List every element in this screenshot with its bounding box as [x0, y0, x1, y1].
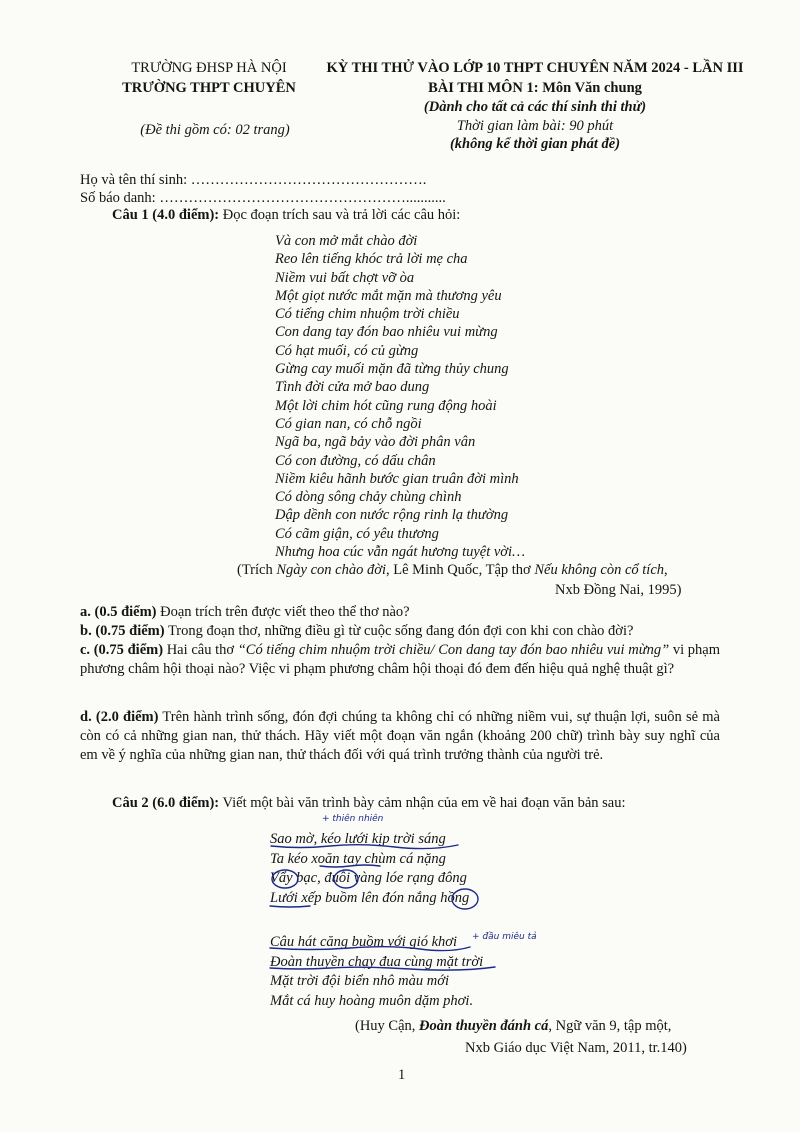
question-1c: [80, 641, 720, 679]
source-prefix: (Trích: [237, 562, 277, 578]
poem-2-line: Sao mờ, kéo lưới kịp trời sáng: [270, 831, 446, 847]
question-1c-pre: Hai câu thơ: [163, 642, 238, 658]
exam-audience: (Dành cho tất cả các thí sinh thi thử): [423, 99, 647, 115]
question-1-label: Câu 1 (4.0 điểm):: [112, 207, 220, 223]
poem-2-publisher: Nxb Giáo dục Việt Nam, 2011, tr.140): [465, 1040, 687, 1056]
question-1b-label: b. (0.75 điểm): [80, 623, 165, 639]
poem-1-line: Nhưng hoa cúc vẫn ngát hương tuyệt vời…: [275, 544, 525, 561]
poem-2-line: Câu hát căng buồm với gió khơi: [270, 934, 458, 950]
question-1d-text: Trên hành trình sống, đón đợi chúng ta không chỉ có những niềm vui, sự thuận lợi, suôn sẻ mà còn có cả những gian nan, thử thách. Hãy viết một đoạn văn ngắn (khoảng 200 chữ) trình bày suy nghĩ của em về ý nghĩa của những gian nan, thử thách đối với quá trình trưởng thành của người trẻ.: [80, 709, 720, 763]
candidate-id-line: Số báo danh: ……………………………………………...........: [80, 190, 446, 206]
question-1a: [80, 603, 410, 622]
poem-1-line: Có dòng sông chảy chùng chình: [275, 489, 462, 506]
question-2-heading: [112, 794, 626, 813]
source-title: Ngày con chào đời: [276, 562, 386, 578]
poem-2-stanza-2: [270, 933, 483, 1012]
exam-subject: BÀI THI MÔN 1: Môn Văn chung: [428, 80, 642, 96]
poem-1-line: Có tiếng chim nhuộm trời chiều: [275, 306, 460, 323]
poem-1-line: Có hạt muối, có củ gừng: [275, 342, 419, 359]
question-1a-label: a. (0.5 điểm): [80, 604, 157, 620]
poem-1-line: Có gian nan, có chỗ ngồi: [275, 415, 422, 432]
poem-1-line: Và con mở mắt chào đời: [275, 233, 418, 249]
poem-2-line: Mắt cá huy hoàng muôn dặm phơi.: [270, 993, 474, 1010]
question-2-prompt: Viết một bài văn trình bày cảm nhận của em về hai đoạn văn bản sau:: [219, 795, 626, 811]
poem-1-line: Niềm vui bất chợt vỡ òa: [275, 269, 415, 286]
poem-1-source: [237, 562, 668, 579]
source-prefix: (Huy Cận,: [355, 1018, 420, 1034]
poem-1-publisher: Nxb Đồng Nai, 1995): [555, 582, 682, 598]
question-1-heading: [112, 206, 460, 225]
poem-2-line: Ta kéo xoăn tay chùm cá nặng: [270, 850, 446, 867]
question-1c-quote: “Có tiếng chim nhuộm trời chiều/ Con dang tay đón bao nhiêu vui mừng”: [237, 642, 670, 658]
poem-1-line: Có con đường, có dấu chân: [275, 452, 436, 469]
poem-1-line: Con dang tay đón bao nhiêu vui mừng: [275, 324, 498, 341]
poem-1-line: Niềm kiêu hãnh bước gian truân đời mình: [275, 470, 519, 487]
poem-1-line: Một lời chim hót cũng rung động hoài: [275, 397, 497, 414]
handwritten-note-1: + thiên nhiên: [322, 814, 384, 824]
exam-title: KỲ THI THỬ VÀO LỚP 10 THPT CHUYÊN NĂM 2024 - LẦN III: [326, 60, 744, 76]
poem-2-line: Lưới xếp buồm lên đón nắng hồng: [270, 890, 470, 907]
exam-duration: Thời gian làm bài: 90 phút: [456, 118, 614, 134]
source-title: Đoàn thuyền đánh cá: [419, 1018, 549, 1034]
question-2-label: Câu 2 (6.0 điểm):: [112, 795, 220, 811]
school-name-2: TRƯỜNG THPT CHUYÊN: [122, 80, 296, 96]
handwritten-note-2: + đầu miêu tả: [472, 932, 537, 942]
candidate-name-line: Họ và tên thí sinh: ………………………………………….: [80, 172, 427, 188]
question-1c-post: vi phạm phương châm hội thoại nào? Việc vi phạm phương châm hội thoại đó đem đến hiệu quả nghệ thuật gì?: [80, 642, 721, 677]
page-number: 1: [398, 1067, 406, 1083]
source-suffix: , Ngữ văn 9, tập một,: [548, 1018, 672, 1034]
question-1c-label: c. (0.75 điểm): [80, 642, 164, 658]
source-book: Nếu không còn cổ tích: [534, 562, 665, 578]
poem-1: [275, 232, 525, 561]
poem-1-line: Có cãm giận, có yêu thương: [275, 525, 439, 542]
poem-2-line: Vẩy bạc, đuôi vàng lóe rạng đông: [270, 870, 467, 887]
question-1b: [80, 622, 633, 641]
poem-2-stanza-1: [270, 830, 469, 909]
poem-1-line: Một giọt nước mắt mặn mà thương yêu: [275, 287, 502, 304]
poem-1-line: Dập dềnh con nước rộng rinh lạ thường: [275, 507, 509, 524]
question-1d-label: d. (2.0 điểm): [80, 709, 159, 725]
poem-2-source: [355, 1018, 671, 1035]
question-1-prompt: Đọc đoạn trích sau và trả lời các câu hỏi:: [219, 207, 461, 223]
school-name-1: TRƯỜNG ĐHSP HÀ NỘI: [131, 60, 287, 76]
source-middle: , Lê Minh Quốc, Tập thơ: [385, 562, 535, 578]
source-suffix: ,: [664, 562, 668, 578]
poem-1-line: Tình đời cửa mở bao dung: [275, 379, 430, 396]
poem-1-line: Gừng cay muối mặn đã từng thủy chung: [275, 361, 509, 378]
question-1a-text: Đoạn trích trên được viết theo thể thơ nào?: [156, 604, 410, 620]
question-1d: [80, 708, 720, 765]
question-1b-text: Trong đoạn thơ, những điều gì từ cuộc sống đang đón đợi con khi con chào đời?: [164, 623, 634, 639]
poem-2-line: Mặt trời đội biển nhô màu mới: [270, 973, 449, 990]
exam-duration-note: (không kể thời gian phát đề): [449, 136, 621, 152]
poem-1-line: Ngã ba, ngã bảy vào đời phân vân: [275, 434, 476, 451]
page-count-note: (Đề thi gồm có: 02 trang): [140, 122, 290, 138]
poem-1-line: Reo lên tiếng khóc trả lời mẹ cha: [275, 251, 468, 268]
poem-2-line: Đoàn thuyền chạy đua cùng mặt trời: [270, 953, 484, 970]
